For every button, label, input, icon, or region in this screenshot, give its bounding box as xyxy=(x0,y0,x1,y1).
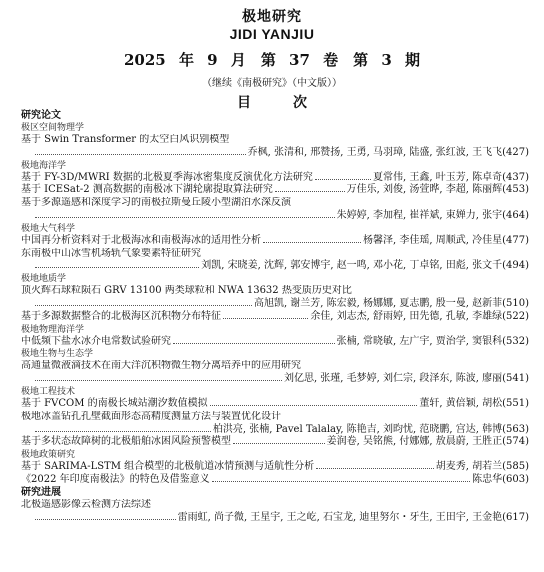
article-entry[interactable] xyxy=(21,210,529,223)
issue-line: 2025 年 9 月 第 37 卷 第 3 期 xyxy=(123,51,421,69)
category-heading: 极地大气科学 xyxy=(21,223,76,234)
leader-dots xyxy=(35,431,211,432)
article-entry[interactable] xyxy=(21,184,529,197)
article-entry[interactable] xyxy=(21,461,529,474)
article-page[interactable]: (563) xyxy=(502,423,529,435)
article-title[interactable]: 基于多源遥感和深度学习的南极拉斯曼丘陵小型湖泊水深反演 xyxy=(21,197,291,209)
article-entry[interactable] xyxy=(21,373,529,386)
toc-heading: 目 次 xyxy=(237,95,321,111)
leader-dots xyxy=(35,519,176,520)
article-page[interactable]: (617) xyxy=(502,511,529,523)
article-page[interactable]: (464) xyxy=(502,209,529,221)
article-authors: 陈忠华 xyxy=(472,473,503,485)
article-title[interactable]: 基于 FY-3D/MWRI 数据的北极夏季海冰密集度反演优化方法研究 xyxy=(21,171,313,183)
article-title[interactable]: 基于 FVCOM 的南极长城站潮汐数值模拟 xyxy=(21,397,208,409)
article-entry[interactable] xyxy=(21,424,529,437)
article-authors: 柏洪亮, 张楠, Pavel Talalay, 陈艳吉, 刘昀忧, 范晓鹏, 宫达, 韩博 xyxy=(212,423,503,435)
article-authors: 杨馨泽, 李佳瑶, 周顺武, 冷佳星 xyxy=(363,234,503,246)
category-heading: 极地物理海洋学 xyxy=(21,324,85,335)
article-authors: 董轩, 黄倍颖, 胡松 xyxy=(419,397,503,409)
leader-dots xyxy=(233,443,325,444)
article-page[interactable]: (603) xyxy=(502,473,529,485)
article-title[interactable]: 中国再分析资料对于北极海冰和南极海冰的适用性分析 xyxy=(21,234,261,246)
table-of-contents xyxy=(21,110,529,524)
article-entry[interactable] xyxy=(21,147,529,160)
article-page[interactable]: (427) xyxy=(502,146,529,158)
section-heading: 研究论文 xyxy=(21,110,61,121)
article-authors: 雷雨虹, 尚子微, 王星宇, 王之屹, 石宝龙, 迪里努尔・牙生, 王田宇, 王金艳 xyxy=(177,511,503,523)
article-title[interactable]: 东南极中山冰雪机场轨气象要素特征研究 xyxy=(21,247,201,259)
leader-dots xyxy=(35,154,246,155)
article-title[interactable]: 顶火辉石球粒陨石 GRV 13100 两类球粒和 NWA 13632 热变质历史对比 xyxy=(21,285,352,297)
leader-dots xyxy=(35,380,282,381)
article-page[interactable]: (541) xyxy=(502,373,529,385)
article-page[interactable]: (477) xyxy=(502,234,529,246)
article-authors: 乔枫, 张清和, 邢赞扬, 王勇, 马羽璋, 陆盛, 张红波, 王飞飞 xyxy=(247,146,503,158)
article-authors: 胡麦秀, 胡若兰 xyxy=(435,461,503,473)
article-authors: 朱婷婷, 李加程, 崔祥斌, 束婵力, 张宇 xyxy=(336,209,503,221)
leader-dots xyxy=(263,242,361,243)
article-title[interactable]: 北极遥感影像云检测方法综述 xyxy=(21,498,151,510)
article-authors: 夏常伟, 王鑫, 叶玉芳, 陈卓奇 xyxy=(373,171,503,183)
article-page[interactable]: (522) xyxy=(502,310,529,322)
article-authors: 余佳, 刘志杰, 舒雨婷, 田先德, 孔敏, 李雄绿 xyxy=(310,310,503,322)
article-authors: 刘凯, 宋晓姜, 沈辉, 郭安博宇, 赵一鸣, 邓小花, 丁卓铭, 田彪, 张文千 xyxy=(201,260,503,272)
article-page[interactable]: (494) xyxy=(502,260,529,272)
article-page[interactable]: (551) xyxy=(502,397,529,409)
leader-dots xyxy=(210,405,418,406)
continuation-note: （继续《南极研究》（中文版）） xyxy=(202,78,342,89)
article-authors: 姜润卷, 吴铭熊, 付娜娜, 敖晨蔚, 王胜正 xyxy=(326,436,503,448)
article-page[interactable]: (453) xyxy=(502,184,529,196)
leader-dots xyxy=(223,318,308,319)
journal-title: 极地研究 xyxy=(242,9,302,25)
article-entry[interactable] xyxy=(21,311,529,324)
article-title[interactable]: 《2022 年印度南极法》的特色及借鉴意义 xyxy=(21,473,210,485)
article-authors: 高旭凯, 谢兰芳, 陈宏毅, 杨娜娜, 夏志鹏, 殷一曼, 赵新菲 xyxy=(253,297,503,309)
leader-dots xyxy=(275,191,345,192)
article-entry[interactable] xyxy=(21,172,529,185)
article-authors: 刘亿思, 张瑾, 毛梦婷, 刘仁宗, 段泽东, 陈波, 廖丽 xyxy=(283,373,503,385)
article-title[interactable]: 基于 ICESat-2 测高数据的南极冰下湖轮廓提取算法研究 xyxy=(21,184,273,196)
article-authors: 张楠, 常晓敏, 左广宇, 贾治学, 窦银科 xyxy=(336,335,503,347)
leader-dots xyxy=(35,267,199,268)
article-entry[interactable] xyxy=(21,398,529,411)
category-heading: 极地海洋学 xyxy=(21,160,67,171)
article-title[interactable]: 基于 SARIMA-LSTM 组合模型的北极航道冰情预测与适航性分析 xyxy=(21,461,315,473)
article-entry[interactable] xyxy=(21,260,529,273)
leader-dots xyxy=(35,305,252,306)
category-heading: 极地工程技术 xyxy=(21,386,76,397)
leader-dots xyxy=(315,179,371,180)
article-entry[interactable] xyxy=(21,235,529,248)
article-title[interactable]: 基于多源数据整合的北极海区沉积物分布特征 xyxy=(21,310,221,322)
leader-dots xyxy=(212,481,470,482)
article-title[interactable]: 中低频下盐水冰介电常数试验研究 xyxy=(21,335,171,347)
article-entry[interactable] xyxy=(21,474,529,487)
article-page[interactable]: (574) xyxy=(502,436,529,448)
section-heading: 研究进展 xyxy=(21,486,61,498)
article-entry[interactable] xyxy=(21,512,529,525)
journal-pinyin: JIDI YANJIU xyxy=(229,26,315,42)
article-entry[interactable] xyxy=(21,436,529,449)
article-page[interactable]: (437) xyxy=(502,171,529,183)
category-heading: 极地政策研究 xyxy=(21,450,76,461)
category-heading: 极区空间物理学 xyxy=(21,123,85,133)
article-authors: 万佳乐, 刘俊, 汤萱晔, 李超, 陈丽辉 xyxy=(346,184,503,196)
leader-dots xyxy=(316,468,434,469)
article-title[interactable]: 高通量微液滴技术在南大洋沉积物微生物分离培养中的应用研究 xyxy=(21,360,301,372)
article-title[interactable]: 基于多状态故障树的北极船舶冰困风险预警模型 xyxy=(21,436,231,448)
article-entry[interactable] xyxy=(21,336,529,349)
article-title[interactable]: 极地冰盖钻孔孔壁截面形态高精度测量方法与装置优化设计 xyxy=(21,410,281,422)
article-page[interactable]: (532) xyxy=(502,335,529,347)
leader-dots xyxy=(173,343,335,344)
category-heading: 极地生物与生态学 xyxy=(21,349,94,360)
article-page[interactable]: (510) xyxy=(502,297,529,309)
article-entry[interactable] xyxy=(21,298,529,311)
leader-dots xyxy=(35,217,335,218)
category-heading: 极地地质学 xyxy=(21,274,67,285)
article-page[interactable]: (585) xyxy=(502,461,529,473)
article-title[interactable]: 基于 Swin Transformer 的太空白风识别模型 xyxy=(21,134,230,145)
